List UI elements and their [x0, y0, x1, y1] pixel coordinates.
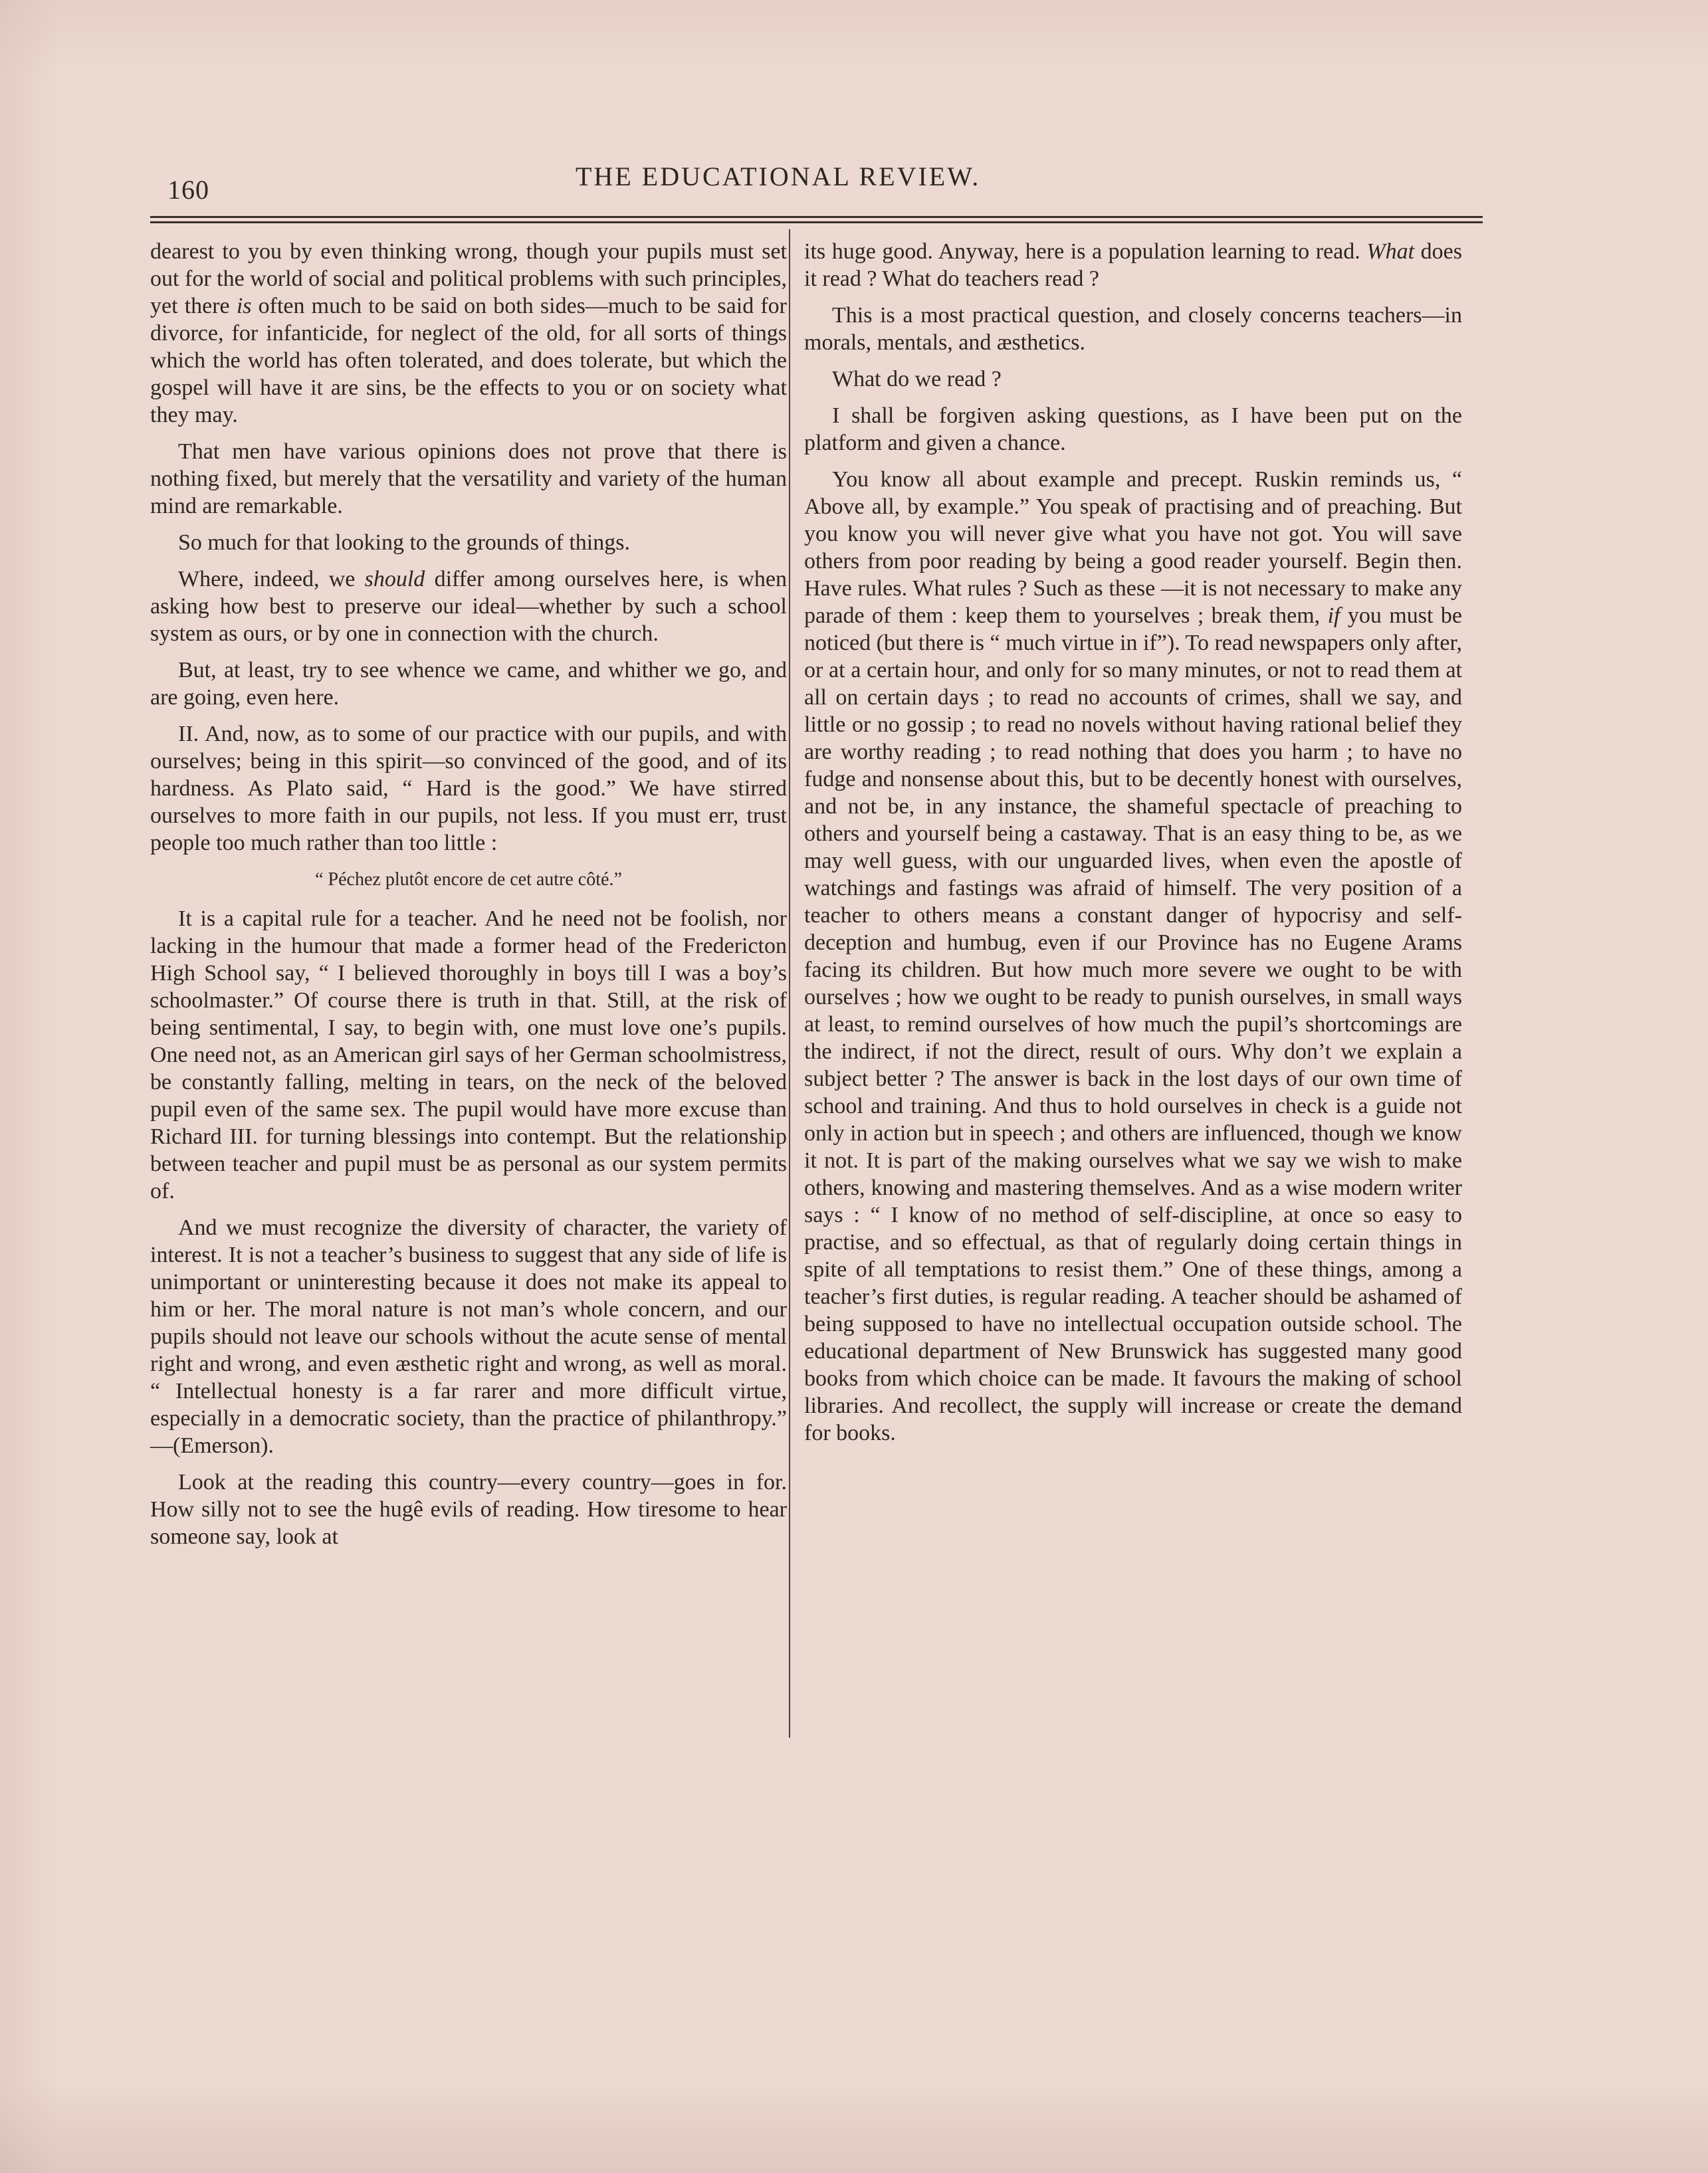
paragraph: But, at least, try to see whence we came, and whither we go, and are going, even here. — [150, 658, 787, 710]
paragraph: This is a most practical question, and closely concerns teachers—in morals, mentals, and æsthetics. — [804, 303, 1462, 355]
running-title: THE EDUCATIONAL REVIEW. — [576, 161, 981, 191]
paragraph: So much for that looking to the grounds of things. — [178, 530, 630, 555]
paragraph: It is a capital rule for a teacher. And he need not be foolish, nor lacking in the humour that made a former head of the Fredericton High School say, “ I believed thoroughly in boys till I was a boy’s schoolmaster.” Of course there is truth in that. Still, at the risk of being sentimental, I say, to begin with, one must love one’s pupils. One need not, as an American girl says of her German schoolmistress, be constantly falling, melting in tears, on the neck of the beloved pupil even of the same sex. The pupil would have more excuse than Richard III. for turning blessings into contempt. But the relationship between teacher and pupil must be as personal as our system permits of. — [150, 906, 787, 1203]
paragraph: II. And, now, as to some of our practice with our pupils, and with ourselves; being in this spirit—so convinced of the good, and of its hardness. As Plato said, “ Hard is the good.” We have stirred ourselves to more faith in our pupils, not less. If you must err, trust people too much rather than too little : — [150, 722, 787, 855]
page-number: 160 — [167, 175, 209, 205]
block-quote: “ Péchez plutôt encore de cet autre côté.” — [315, 869, 622, 890]
column-divider — [789, 229, 790, 1738]
paragraph: Where, indeed, we should differ among ourselves here, is when asking how best to preserve our ideal—whether by such a school system as ours, or by one in connection with the church. — [150, 567, 787, 646]
paragraph: And we must recognize the diversity of character, the variety of interest. It is not a teacher’s business to suggest that any side of life is unimportant or uninteresting because it does not make its appeal to him or her. The moral nature is not man’s whole concern, and our pupils should not leave our schools without the acute sense of mental right and wrong, and even æsthetic right and wrong, as well as moral. “ Intellectual honesty is a far rarer and more difficult virtue, especially in a democratic society, than the practice of philanthropy.” —(Emerson). — [150, 1215, 787, 1458]
left-column — [150, 238, 787, 1560]
paragraph: its huge good. Anyway, here is a population learning to read. What does it read ? What do teachers read ? — [804, 239, 1462, 291]
paragraph: You know all about example and precept. Ruskin reminds us, “ Above all, by example.” You speak of practising and of preaching. But you know you will never give what you have not got. You will save others from poor reading by being a good reader yourself. Begin then. Have rules. What rules ? Such as these —it is not necessary to make any parade of them : keep them to yourselves ; break them, if you must be noticed (but there is “ much virtue in if”). To read newspapers only after, or at a certain hour, and only for so many minutes, or not to read them at all on certain days ; to read no accounts of crimes, shall we say, and little or no gossip ; to read no novels without having rational belief they are worthy reading ; to read nothing that does you harm ; to have no fudge and nonsense about this, but to be decently honest with ourselves, and not be, in any instance, the shameful spectacle of preaching to others and yourself being a castaway. That is an easy thing to be, as we may well guess, with our unguarded lives, when even the apostle of watchings and fastings was afraid of himself. The very position of a teacher to others means a constant danger of hypocrisy and self-deception and humbug, even if our Province has no Eugene Arams facing its children. But how much more severe we ought to be with ourselves ; how we ought to be ready to punish ourselves, in small ways at least, to remind ourselves of how much the pupil’s shortcomings are the indirect, if not the direct, result of ours. Why don’t we explain a subject better ? The answer is back in the lost days of our own time of school and training. And thus to hold ourselves in check is a guide not only in action but in speech ; and others are influenced, though we know it not. It is part of the making ourselves what we say we wish to make others, knowing and mastering themselves. And as a wise modern writer says : “ I know of no method of self-discipline, at once so easy to practise, and so effectual, as that of regularly doing certain things in spite of all temptations to resist them.” One of these things, among a teacher’s first duties, is regular reading. A teacher should be ashamed of being supposed to have no intellectual occupation outside school. The educational department of New Brunswick has suggested many good books from which choice can be made. It favours the making of school libraries. And recollect, the supply will increase or create the demand for books. — [804, 467, 1462, 1445]
paragraph: dearest to you by even thinking wrong, though your pupils must set out for the world of social and political problems with such principles, yet there is often much to be said on both sides—much to be said for divorce, for infanticide, for neglect of the old, for all sorts of things which the world has often tolerated, and does tolerate, but which the gospel will have it are sins, be the effects to you or on society what they may. — [150, 239, 787, 427]
paragraph: That men have various opinions does not prove that there is nothing fixed, but merely that the versatility and variety of the human mind are remarkable. — [150, 439, 787, 518]
right-column — [804, 238, 1462, 1456]
header-rule-top — [150, 216, 1483, 218]
paragraph: Look at the reading this country—every country—goes in for. How silly not to see the hugê evils of reading. How tiresome to hear someone say, look at — [150, 1470, 787, 1549]
paragraph: I shall be forgiven asking questions, as I have been put on the platform and given a chance. — [804, 403, 1462, 455]
paragraph: What do we read ? — [832, 367, 1002, 391]
header-rule-bottom — [150, 221, 1483, 223]
